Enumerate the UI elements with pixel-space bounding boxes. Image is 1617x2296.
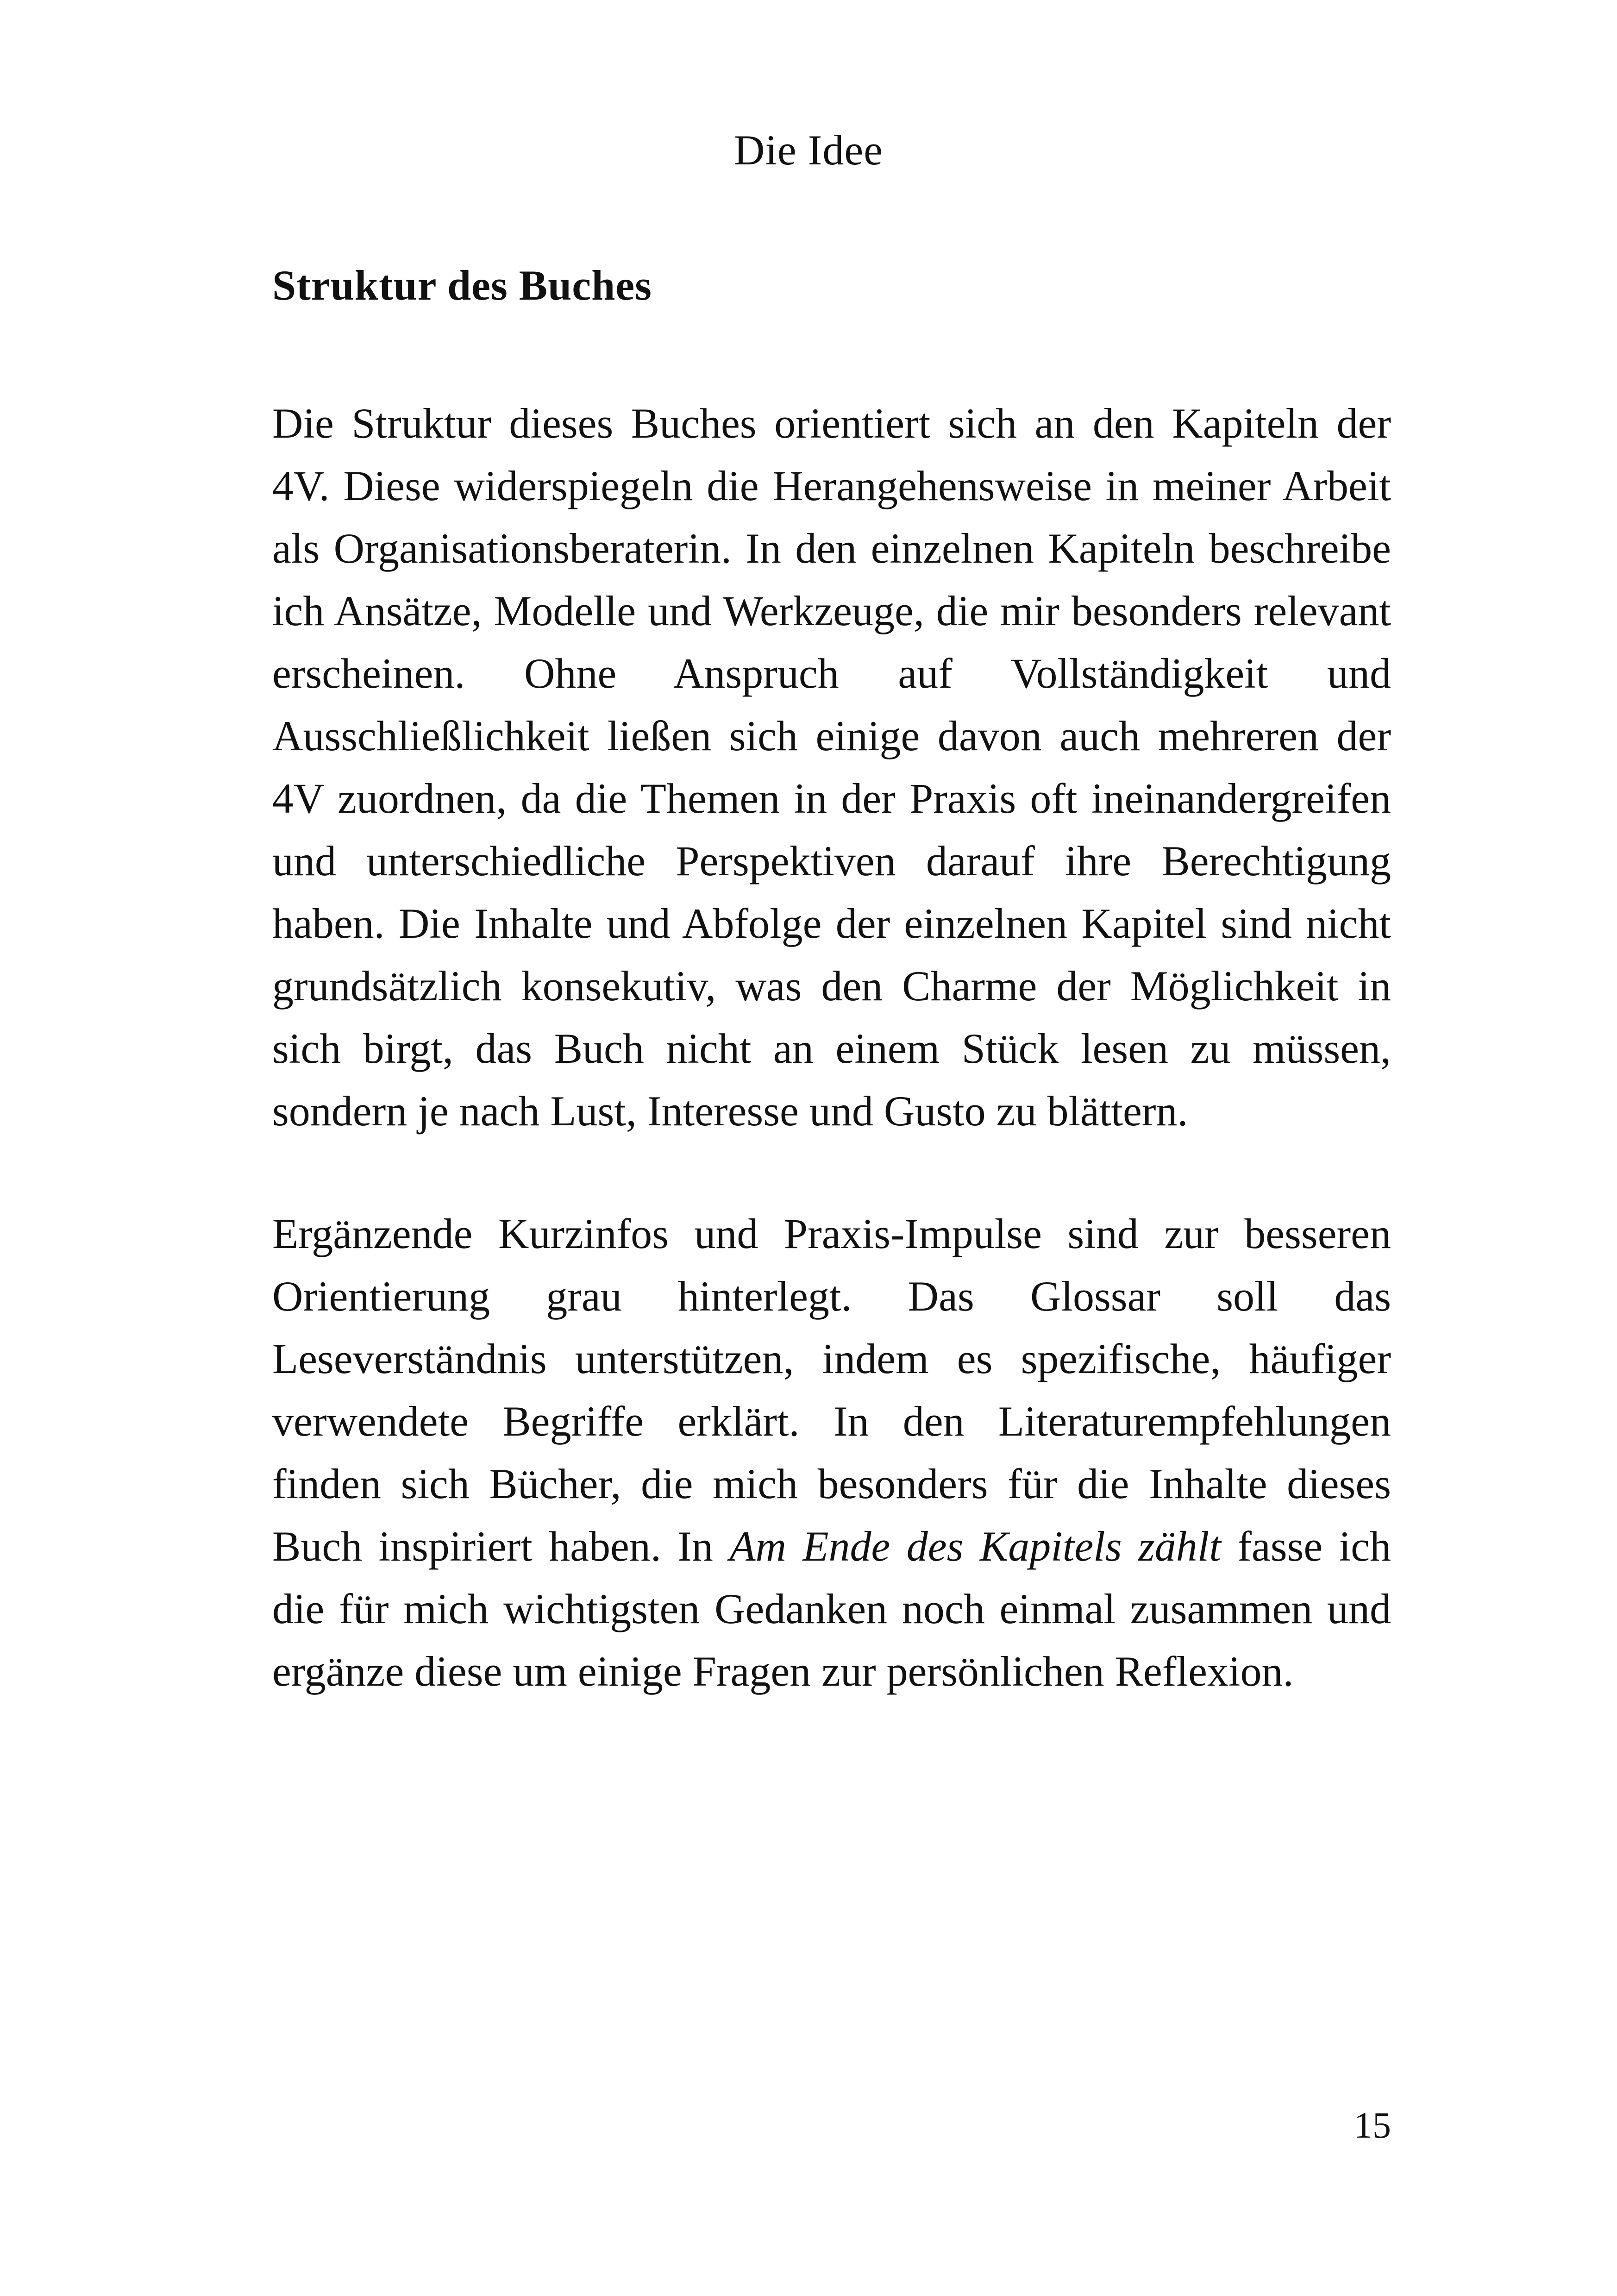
paragraph-2-text-start: Ergänzende Kurzinfos und Praxis-Impulse sind zur besseren Orientierung grau hinterlegt. Das Glossar soll das Leseverständnis unterstützen, indem es spezifische, häufiger verwendete Begriffe erklärt. In den Literaturempfehlungen finden sich Bücher, die mich besonders für die Inhalte dieses Buch inspiriert haben. In bbox=[272, 1210, 1391, 1570]
body-paragraph-1: Die Struktur dieses Buches orientiert sich an den Kapiteln der 4V. Diese widerspiegeln die Herangehensweise in meiner Arbeit als Organisationsberaterin. In den einzelnen Kapiteln beschreibe ich Ansätze, Modelle und Werkzeuge, die mir besonders relevant erscheinen. Ohne Anspruch auf Vollständigkeit und Ausschließlichkeit ließen sich einige davon auch mehreren der 4V zuordnen, da die Themen in der Praxis oft ineinandergreifen und unterschiedliche Perspektiven darauf ihre Berechtigung haben. Die Inhalte und Abfolge der einzelnen Kapitel sind nicht grundsätzlich konsekutiv, was den Charme der Möglichkeit in sich birgt, das Buch nicht an einem Stück lesen zu müssen, sondern je nach Lust, Interesse und Gusto zu blättern. bbox=[272, 400, 1391, 1135]
section-title: Struktur des Buches bbox=[272, 262, 652, 309]
italic-chapter-reference: Am Ende des Kapitels zählt bbox=[729, 1523, 1221, 1570]
page-number: 15 bbox=[1354, 2105, 1391, 2146]
running-header: Die Idee bbox=[733, 126, 884, 174]
body-paragraph-2 bbox=[272, 1203, 1391, 1703]
page-body bbox=[272, 264, 1391, 1703]
paragraph-2-text-end: fasse ich die für mich wichtigsten Gedanken noch einmal zusammen und ergänze diese um einige Fragen zur persönlichen Reflexion. bbox=[272, 1523, 1391, 1695]
